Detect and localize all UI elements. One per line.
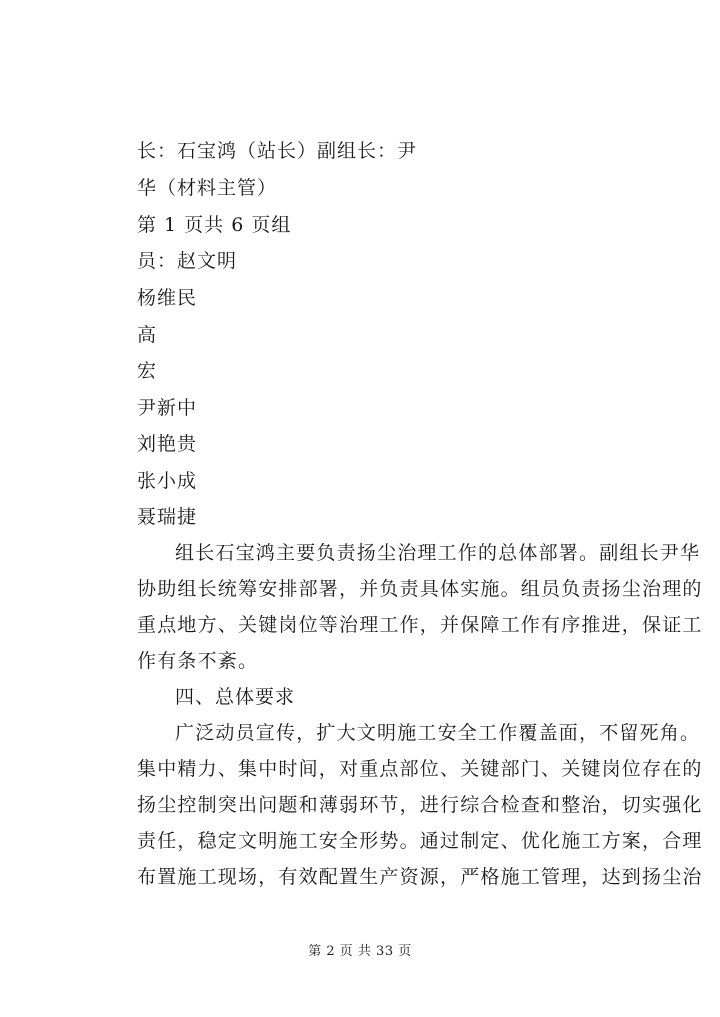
- paragraph-line: 布置施工现场，有效配置生产资源，严格施工管理，达到扬尘治: [137, 866, 703, 888]
- list-line: 聂瑞捷: [137, 506, 198, 528]
- paragraph-line: 协助组长统筹安排部署，并负责具体实施。组员负责扬尘治理的: [137, 578, 703, 600]
- section-heading: 四、总体要求: [175, 686, 296, 708]
- list-line: 杨维民: [137, 287, 198, 309]
- paragraph-line: 广泛动员宣传，扩大文明施工安全工作覆盖面，不留死角。: [175, 722, 701, 744]
- list-line: 华（材料主管）: [137, 177, 278, 199]
- list-line: 刘艳贵: [137, 433, 198, 455]
- paragraph-line: 作有条不紊。: [137, 650, 259, 672]
- list-line: 员：赵文明: [137, 250, 238, 272]
- paragraph-line: 扬尘控制突出问题和薄弱环节，进行综合检查和整治，切实强化: [137, 794, 703, 816]
- list-line: 尹新中: [137, 397, 198, 419]
- list-line: 高: [137, 324, 158, 346]
- list-line: 第 1 页共 6 页组: [137, 214, 292, 236]
- paragraph-line: 重点地方、关键岗位等治理工作，并保障工作有序推进，保证工: [137, 614, 703, 636]
- page-footer: 第 2 页 共 33 页: [308, 944, 412, 959]
- paragraph-line: 组长石宝鸿主要负责扬尘治理工作的总体部署。副组长尹华: [175, 542, 701, 564]
- list-line: 长：石宝鸿（站长）副组长：尹: [137, 140, 418, 162]
- paragraph-line: 责任，稳定文明施工安全形势。通过制定、优化施工方案，合理: [137, 830, 703, 852]
- list-line: 宏: [137, 360, 158, 382]
- list-line: 张小成: [137, 470, 198, 492]
- paragraph-line: 集中精力、集中时间，对重点部位、关键部门、关键岗位存在的: [137, 758, 703, 780]
